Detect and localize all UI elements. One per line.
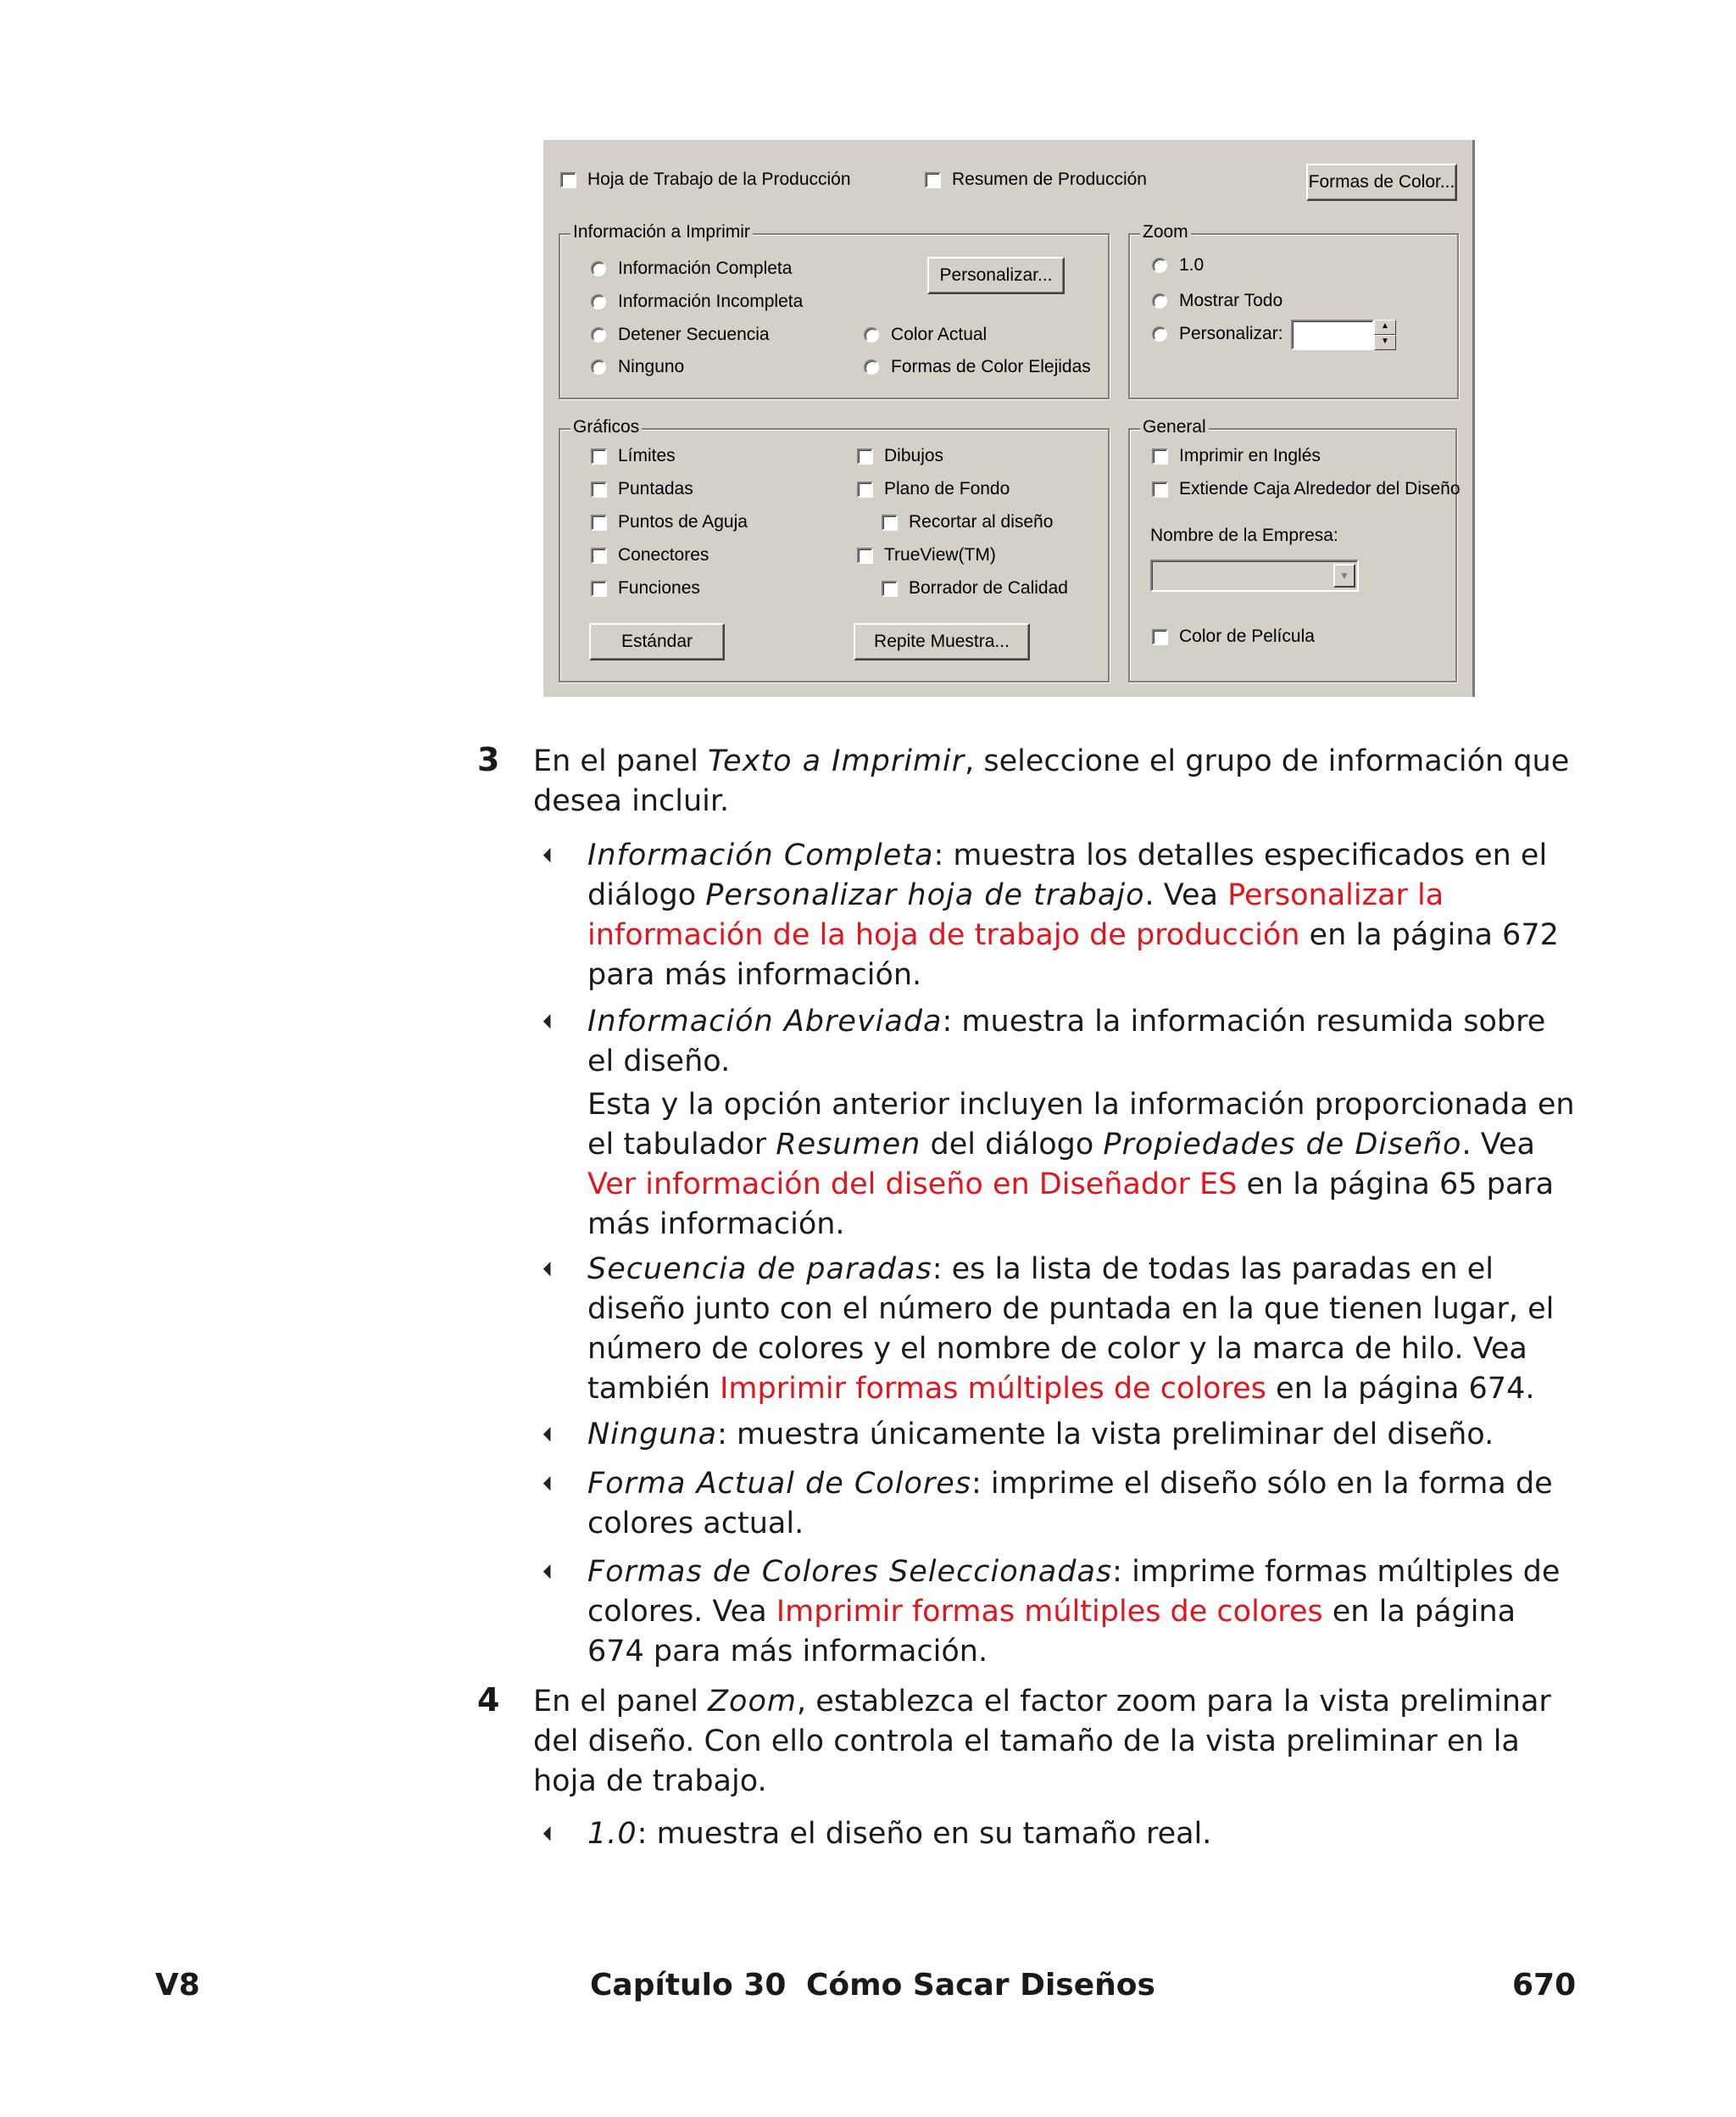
- bullet-arrow-icon: ⏴: [542, 1257, 553, 1281]
- drawings-checkbox[interactable]: [857, 448, 873, 465]
- bullet-arrow-icon: ⏴: [542, 1472, 553, 1496]
- bullet-text-segment: . Vea: [1461, 1128, 1535, 1162]
- background-checkbox[interactable]: [857, 482, 873, 498]
- tab-name-italic: Resumen: [776, 1128, 921, 1162]
- zoom-custom-label: Personalizar:: [1179, 324, 1283, 343]
- bullet-text-segment: : imprime el diseño sólo en la forma de colores actual.: [587, 1467, 1553, 1540]
- dialog-name-italic: Personalizar hoja de trabajo: [705, 878, 1145, 912]
- step-number-3: 3: [477, 741, 500, 778]
- step-3-text-before: En el panel: [533, 744, 709, 778]
- crop-label: Recortar al diseño: [909, 512, 1054, 532]
- full-info-label: Información Completa: [618, 259, 793, 278]
- radio-none[interactable]: [591, 359, 606, 375]
- print-english-label: Imprimir en Inglés: [1179, 446, 1321, 465]
- bullet-text-segment: . Vea: [1144, 878, 1228, 912]
- step-3-text-after: , seleccione el grupo de información que desea incluir.: [533, 744, 1570, 818]
- drawings-label: Dibujos: [884, 446, 944, 465]
- link-customize-worksheet[interactable]: Personalizar la información de la hoja de trabajo de producción: [587, 878, 1444, 952]
- step-4-text-after: , establezca el factor zoom para la vista preliminar del diseño. Con ello controla el tamaño de la vista preliminar en la hoja de trabajo.: [533, 1685, 1551, 1798]
- limits-checkbox[interactable]: [591, 448, 607, 465]
- show-all-label: Mostrar Todo: [1179, 291, 1283, 310]
- trueview-checkbox[interactable]: [857, 548, 873, 564]
- film-color-label: Color de Película: [1179, 627, 1315, 646]
- bullet-full-info: [587, 836, 1575, 995]
- bullet-text-segment: Esta y la opción anterior incluyen la información proporcionada en el tabulador: [587, 1088, 1575, 1162]
- bullet-text-segment: : muestra los detalles especificados en el diálogo: [587, 838, 1548, 912]
- bullet-arrow-icon: ⏴: [542, 1423, 553, 1446]
- bullet-text-segment: : muestra el diseño en su tamaño real.: [637, 1817, 1212, 1851]
- dialog-name-italic: Propiedades de Diseño: [1103, 1128, 1462, 1162]
- selected-forms-label: Formas de Color Elejidas: [891, 357, 1091, 376]
- link-print-multiple-colorways[interactable]: Imprimir formas múltiples de colores: [720, 1372, 1266, 1406]
- needle-points-checkbox[interactable]: [591, 515, 607, 531]
- quality-eraser-label: Borrador de Calidad: [909, 578, 1068, 598]
- term-none: Ninguna: [587, 1418, 718, 1451]
- chevron-down-icon[interactable]: ▼: [1333, 564, 1355, 588]
- footer-chapter-title: Cómo Sacar Diseños: [806, 1968, 1155, 2003]
- graphics-group-title: Gráficos: [570, 418, 642, 437]
- term-stop-sequence: Secuencia de paradas: [587, 1252, 932, 1286]
- term-zoom-one: 1.0: [587, 1817, 637, 1851]
- zoom-group-title: Zoom: [1140, 223, 1191, 242]
- footer-version: V8: [155, 1968, 200, 2003]
- zoom-custom-input[interactable]: [1291, 320, 1374, 350]
- print-options-dialog: [543, 140, 1475, 697]
- bullet-current-colorway: [587, 1464, 1575, 1544]
- bullet-text-segment: : imprime formas múltiples de colores. Vea: [587, 1555, 1561, 1629]
- bullet-text-segment: en la página 672 para más información.: [587, 918, 1559, 992]
- step-4-paragraph: [533, 1682, 1572, 1802]
- stitches-checkbox[interactable]: [591, 482, 607, 498]
- term-full-info: Información Completa: [587, 838, 934, 872]
- color-forms-button[interactable]: Formas de Color...: [1306, 164, 1457, 201]
- quality-eraser-checkbox[interactable]: [882, 581, 898, 597]
- term-abbreviated-info: Información Abreviada: [587, 1005, 943, 1039]
- company-name-dropdown[interactable]: [1150, 560, 1359, 592]
- summary-checkbox[interactable]: [925, 172, 941, 188]
- bullet-abbreviated-info: [587, 1002, 1575, 1082]
- radio-zoom-custom[interactable]: [1152, 326, 1167, 342]
- bullet-text-segment: : muestra la información resumida sobre el diseño.: [587, 1005, 1546, 1078]
- radio-stop-sequence[interactable]: [591, 327, 606, 343]
- extend-box-label: Extiende Caja Alrededor del Diseño: [1179, 479, 1461, 499]
- bullet-text-segment: en la página 65 para más información.: [587, 1167, 1555, 1241]
- connectors-label: Conectores: [618, 545, 709, 565]
- repeat-sample-button[interactable]: Repite Muestra...: [854, 623, 1030, 660]
- background-label: Plano de Fondo: [884, 479, 1010, 499]
- bullet-zoom-one: [587, 1814, 1575, 1854]
- print-english-checkbox[interactable]: [1152, 448, 1168, 465]
- zoom-one-label: 1.0: [1179, 255, 1205, 275]
- step-3-paragraph: [533, 742, 1572, 822]
- stop-sequence-label: Detener Secuencia: [618, 325, 770, 344]
- bullet-abbreviated-note: [587, 1085, 1575, 1245]
- summary-label: Resumen de Producción: [952, 170, 1147, 189]
- radio-current-color[interactable]: [864, 327, 879, 343]
- bullet-arrow-icon: ⏴: [542, 1822, 553, 1846]
- film-color-checkbox[interactable]: [1152, 629, 1168, 645]
- functions-label: Funciones: [618, 578, 700, 598]
- bullet-stop-sequence: [587, 1250, 1575, 1409]
- none-label: Ninguno: [618, 357, 685, 376]
- spin-down-icon[interactable]: ▼: [1374, 335, 1396, 350]
- bullet-none: [587, 1415, 1575, 1455]
- worksheet-label: Hoja de Trabajo de la Producción: [587, 170, 851, 189]
- footer-chapter: Capítulo 30: [590, 1968, 787, 2003]
- radio-full-info[interactable]: [591, 261, 606, 276]
- bullet-arrow-icon: ⏴: [542, 844, 553, 867]
- trueview-label: TrueView(TM): [884, 545, 996, 565]
- bullet-text-segment: : muestra únicamente la vista preliminar del diseño.: [717, 1418, 1494, 1451]
- crop-checkbox[interactable]: [882, 515, 898, 531]
- incomplete-info-label: Información Incompleta: [618, 292, 804, 311]
- step-3-panel-name: Texto a Imprimir: [708, 744, 965, 778]
- extend-box-checkbox[interactable]: [1152, 482, 1168, 498]
- limits-label: Límites: [618, 446, 676, 465]
- standard-button[interactable]: Estándar: [589, 623, 725, 660]
- radio-zoom-one[interactable]: [1152, 258, 1167, 273]
- info-group-title: Información a Imprimir: [570, 223, 753, 242]
- zoom-group: [1128, 222, 1459, 399]
- radio-incomplete-info[interactable]: [591, 294, 606, 309]
- step-4-panel-name: Zoom: [708, 1685, 797, 1719]
- bullet-arrow-icon: ⏴: [542, 1010, 553, 1033]
- connectors-checkbox[interactable]: [591, 548, 607, 564]
- bullet-text-segment: del diálogo: [921, 1128, 1104, 1162]
- bullet-selected-colorways: [587, 1552, 1575, 1672]
- bullet-text-segment: en la página 674.: [1266, 1372, 1535, 1406]
- company-name-label: Nombre de la Empresa:: [1150, 526, 1338, 545]
- needle-points-label: Puntos de Aguja: [618, 512, 748, 532]
- bullet-text-segment: en la página 674 para más información.: [587, 1595, 1516, 1669]
- customize-button[interactable]: Personalizar...: [927, 257, 1065, 294]
- bullet-arrow-icon: ⏴: [542, 1560, 553, 1584]
- current-color-label: Color Actual: [891, 325, 988, 344]
- step-number-4: 4: [477, 1681, 500, 1719]
- functions-checkbox[interactable]: [591, 581, 607, 597]
- radio-selected-forms[interactable]: [864, 359, 879, 375]
- link-view-design-info[interactable]: Ver información del diseño en Diseñador ES: [587, 1167, 1238, 1201]
- worksheet-checkbox[interactable]: [560, 172, 576, 188]
- term-selected-colorways: Formas de Colores Seleccionadas: [587, 1555, 1113, 1589]
- step-4-text-before: En el panel: [533, 1685, 709, 1719]
- link-print-multiple-colorways[interactable]: Imprimir formas múltiples de colores: [776, 1595, 1323, 1629]
- spin-up-icon[interactable]: ▲: [1374, 320, 1396, 335]
- general-group-title: General: [1140, 418, 1209, 437]
- footer-page-number: 670: [1512, 1968, 1577, 2003]
- bullet-text-segment: : es la lista de todas las paradas en el diseño junto con el número de puntada en la que tienen lugar, el número de colores y el nombre de color y la marca de hilo. Vea también: [587, 1252, 1555, 1406]
- radio-show-all[interactable]: [1152, 293, 1167, 309]
- stitches-label: Puntadas: [618, 479, 693, 499]
- term-current-colorway: Forma Actual de Colores: [587, 1467, 972, 1501]
